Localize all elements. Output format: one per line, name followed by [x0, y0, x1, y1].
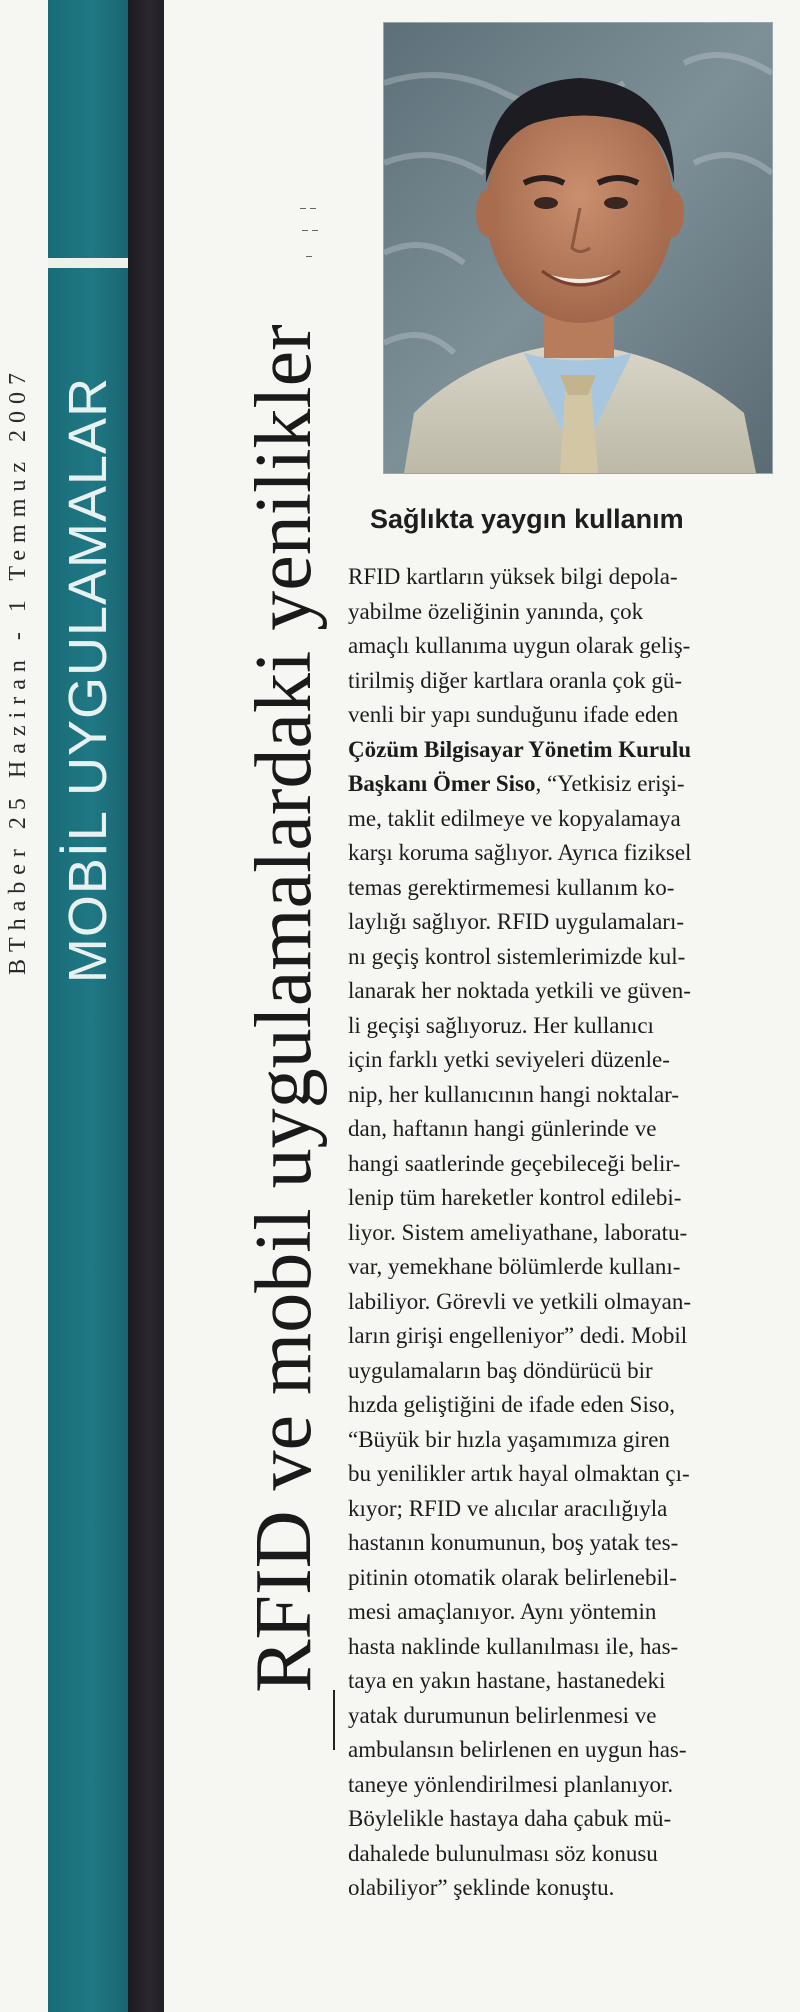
headline-text: RFID ve mobil uygulamalardaki yenilikler: [239, 323, 328, 1693]
quote-start: , “Yetkisiz erişi-: [535, 771, 685, 796]
article-line: lenip tüm hareketler kontrol edilebi-: [348, 1185, 682, 1210]
section-band-gap: [48, 258, 128, 268]
article-line: taneye yönlendirilmesi planlanıyor.: [348, 1771, 674, 1797]
article-line: ların girişi engelleniyor” dedi. Mobil: [348, 1323, 688, 1348]
article-line: temas gerektirmemesi kullanım ko-: [348, 874, 675, 900]
article-line: me, taklit edilmeye ve kopyalamaya: [348, 805, 681, 831]
portrait-photo: [383, 22, 773, 474]
article-line: nı geçiş kontrol sistemlerimizde kul-: [348, 943, 686, 969]
article-body: [348, 560, 788, 1906]
speaker-title: Başkanı Ömer Siso: [348, 771, 536, 796]
article-line: olabiliyor” şeklinde konuştu.: [348, 1875, 615, 1900]
article-line: pitinin otomatik olarak belirlenebil-: [348, 1564, 677, 1590]
article-line: hızda geliştiğini de ifade eden Siso,: [348, 1392, 676, 1417]
article-line: ambulansın belirlenen en uygun has-: [348, 1737, 687, 1762]
article-line: kıyor; RFID ve alıcılar aracılığıyla: [348, 1495, 668, 1521]
article-line: “Büyük bir hızla yaşamımıza giren: [348, 1426, 670, 1452]
article-line: yatak durumunun belirlenmesi ve: [348, 1702, 657, 1728]
article-line: [348, 767, 788, 802]
article-line: RFID kartların yüksek bilgi depola-: [348, 564, 678, 589]
article-line: uygulamaların baş döndürücü bir: [348, 1357, 653, 1383]
article-line: için farklı yetki seviyeleri düzenle-: [348, 1047, 670, 1072]
article-line: dahalede bulunulması söz konusu: [348, 1840, 658, 1866]
issue-date-text: BThaber 25 Haziran - 1 Temmuz 2007: [5, 365, 32, 975]
headline: [228, 258, 340, 1758]
article-line: hasta naklinde kullanılması ile, has-: [348, 1633, 679, 1659]
dark-band: [128, 0, 164, 2012]
article-line: [348, 733, 788, 768]
article-line: mesi amaçlanıyor. Aynı yöntemin: [348, 1599, 657, 1624]
issue-date-line: [0, 250, 38, 1090]
article-line: laylığı sağlıyor. RFID uygulamaları-: [348, 909, 685, 934]
article-line: Böylelikle hastaya daha çabuk mü-: [348, 1806, 672, 1831]
speaker-name: Çözüm Bilgisayar Yönetim Kurulu: [348, 736, 692, 762]
article-line: liyor. Sistem ameliyathane, laboratu-: [348, 1219, 688, 1245]
article-line: hastanın konumunun, boş yatak tes-: [348, 1530, 679, 1555]
article-line: li geçişi sağlıyoruz. Her kullanıcı: [348, 1012, 654, 1038]
article-line: venli bir yapı sunduğunu ifade eden: [348, 702, 679, 727]
article-line: taya en yakın hastane, hastanedeki: [348, 1668, 666, 1693]
article-line: bu yenilikler artık hayal olmaktan çı-: [348, 1461, 690, 1486]
article-line: hangi saatlerinde geçebileceği belir-: [348, 1150, 681, 1176]
portrait-illustration: [384, 23, 772, 473]
article-line: lanarak her noktada yetkili ve güven-: [348, 978, 691, 1003]
article-line: labiliyor. Görevli ve yetkili olmayan-: [348, 1288, 692, 1314]
article-subhead: Sağlıkta yaygın kullanım: [370, 504, 684, 534]
article-line: karşı koruma sağlıyor. Ayrıca fiziksel: [348, 840, 692, 865]
article-line: tirilmiş diğer kartlara oranla çok gü-: [348, 667, 683, 693]
article-line: amaçlı kullanıma uygun olarak geliş-: [348, 633, 691, 658]
article-line: var, yemekhane bölümlerde kullanı-: [348, 1254, 681, 1279]
article-line: nip, her kullanıcının hangi noktalar-: [348, 1081, 680, 1107]
article-line: yabilme özeliğinin yanında, çok: [348, 598, 644, 624]
section-label: [48, 300, 128, 1060]
article-line: dan, haftanın hangi günlerinde ve: [348, 1116, 657, 1141]
section-label-text: MOBİL UYGULAMALAR: [58, 376, 118, 984]
column-rule: [333, 1690, 335, 1750]
